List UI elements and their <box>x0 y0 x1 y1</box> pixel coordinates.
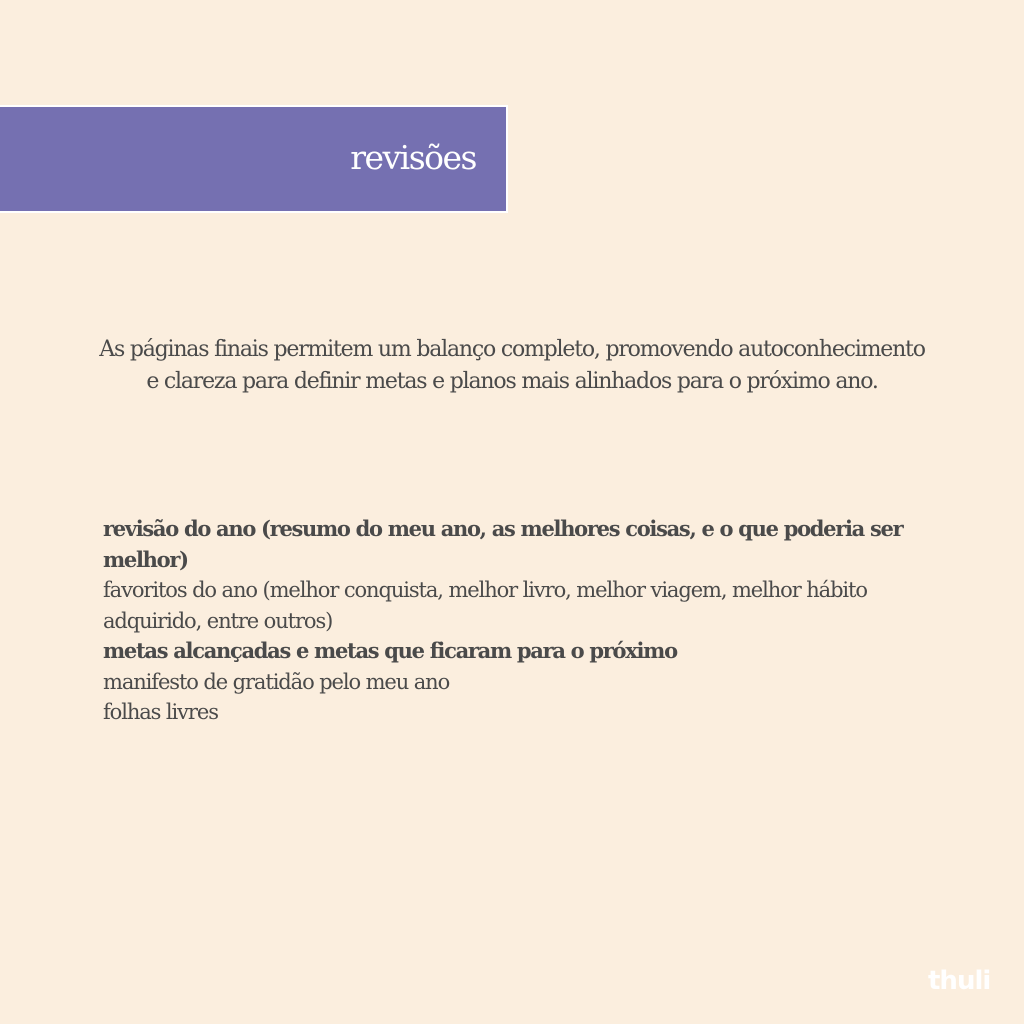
list-item-favorites: favoritos do ano (melhor conquista, melhor livro, melhor viagem, melhor hábito adquirido, entre outros) <box>103 578 867 633</box>
list-item-goals: metas alcançadas e metas que ficaram para o próximo <box>103 638 677 663</box>
list-item-year-review: revisão do ano (resumo do meu ano, as melhores coisas, e o que poderia ser melhor) <box>103 516 903 572</box>
title-banner <box>0 105 508 213</box>
list-item-free-pages: folhas livres <box>103 700 218 724</box>
intro-paragraph: As páginas finais permitem um balanço completo, promovendo autoconhecimento e clareza para definir metas e planos mais alinhados para o próximo ano. <box>99 337 925 394</box>
contents-list <box>103 514 903 728</box>
list-item-gratitude: manifesto de gratidão pelo meu ano <box>103 669 450 694</box>
brand-logo: thuli <box>928 966 991 996</box>
page-title: revisões <box>350 138 476 177</box>
